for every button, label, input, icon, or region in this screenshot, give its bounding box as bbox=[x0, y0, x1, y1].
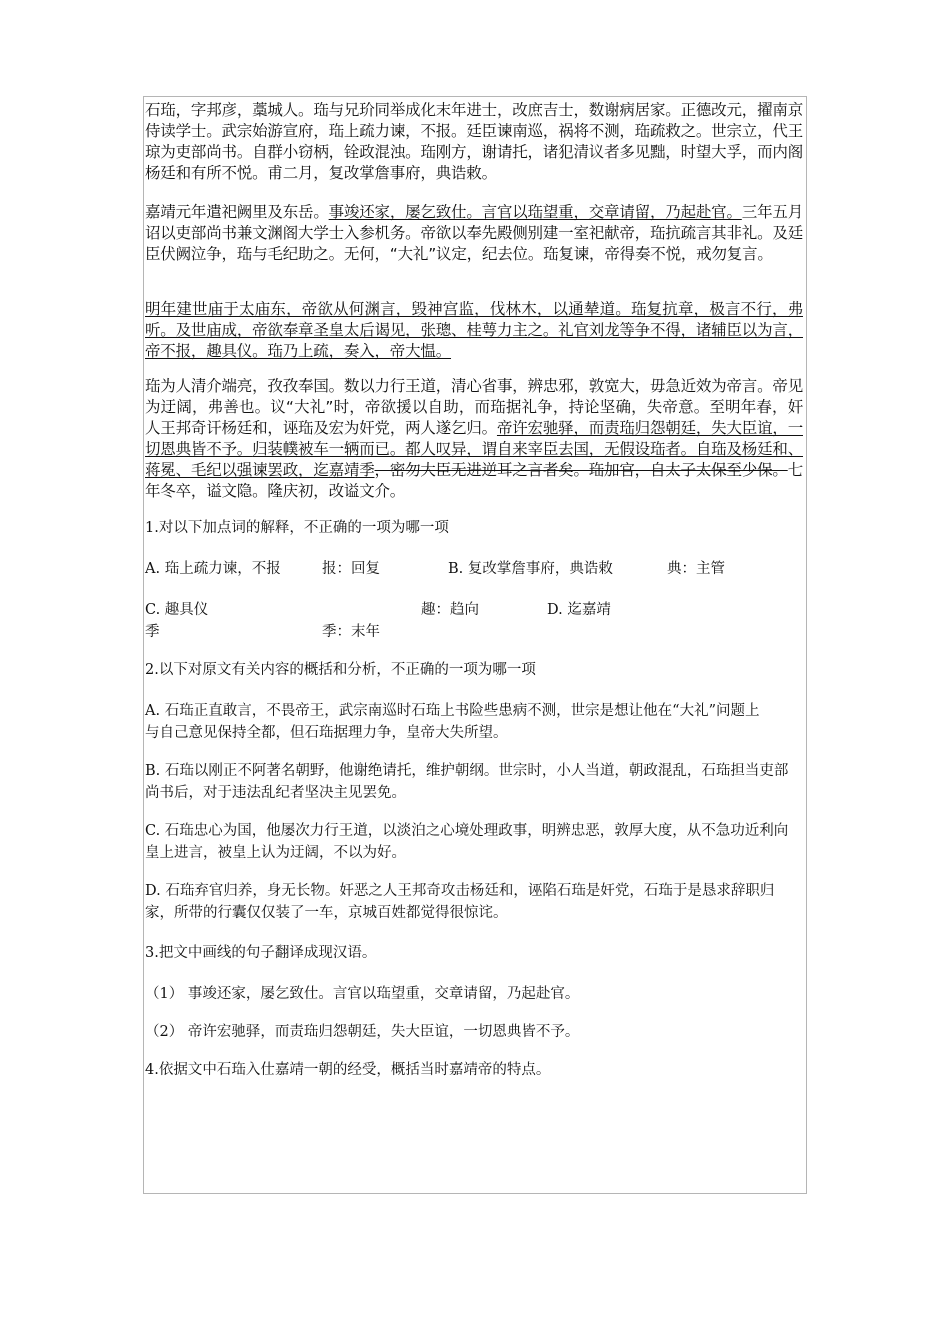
p3-text: 明年建世庙于太庙东，帝欲从何渊言，毁神宫监，伐林木，以通辇道。珤复抗章，极言不行，弗听。及世庙成，帝欲奉章圣皇太后谒见，张璁、桂萼力主之。礼官刘龙等争不得，诸辅臣以为言，帝不报，趣具仪。珤乃上疏，奏入，帝大愠。 bbox=[145, 300, 803, 360]
passage-paragraph-3 bbox=[145, 299, 803, 362]
p2-text-c: 三年五月诏以吏部尚书兼文渊阁大学士入参机务。帝欲以奉先殿侧别建一室祀献帝，珤抗疏言其非礼。及廷臣伏阙泣争，珤与毛纪助之。无何，“大礼”议定，纪去位。珤复谏，帝得奏不悦，戒勿复言。 bbox=[145, 203, 803, 263]
q2-option-d: D. 石珤弃官归养，身无长物。奸恶之人王邦奇攻击杨廷和，诬陷石珤是奸党，石珤于是恳求辞职归家，所带的行囊仅仅装了一车，京城百姓都觉得很惊诧。 bbox=[145, 883, 775, 921]
passage-paragraph-1 bbox=[145, 100, 803, 184]
p4-text-e: 七年冬卒，谥文隐。隆庆初，改谥文介。 bbox=[145, 461, 803, 500]
q1-option-a: A. 珤上疏力谏，不报 bbox=[145, 561, 281, 577]
p2-text-a: 嘉靖元年遣祀阙里及东岳。 bbox=[145, 203, 329, 221]
q2-option-a: A. 石珤正直敢言，不畏帝王，武宗南巡时石珤上书险些患病不测，世宗是想让他在“大礼”问题上与自己意见保持全都，但石珤据理力争，皇帝大失所望。 bbox=[145, 703, 760, 741]
q1-option-c: C. 趣具仪 bbox=[145, 602, 209, 618]
q3-stem: 3.把文中画线的句子翻译成现汉语。 bbox=[145, 945, 377, 961]
q1-stem: 1.对以下加点词的解释，不正确的一项为哪一项 bbox=[145, 520, 449, 536]
q3-sentence-2: （2） 帝许宏驰驿，而责珤归怨朝廷，失大臣谊，一切恩典皆不予。 bbox=[145, 1024, 580, 1040]
passage-paragraph-2 bbox=[145, 202, 803, 265]
q1-option-c-gloss: 趣：趋向 bbox=[421, 602, 479, 618]
q1-option-d-gloss: 季：末年 bbox=[322, 624, 380, 640]
p4-underlined-sentence: 帝许宏驰驿，而责珤归怨朝廷，失大臣谊，一切恩典皆不予。 bbox=[145, 419, 803, 458]
q1-option-b: B. 复改掌詹事府，典诰敕 bbox=[448, 561, 613, 577]
p4-struck-text: ，密勿大臣无进逆耳之言者矣。珤加官，自太子太保至少保。 bbox=[374, 461, 788, 479]
q2-option-b: B. 石珤以刚正不阿著名朝野，他谢绝请托，维护朝纲。世宗时，小人当道，朝政混乱，石珤担当吏部尚书后，对于违法乱纪者坚决主见罢免。 bbox=[145, 763, 789, 801]
p4-text-c: 归装幞被车一辆而已。都人叹异，谓自来宰臣去国，无假设珤者。自珤及杨廷和、蒋冕、毛纪以强谏罢政，迄嘉靖季 bbox=[145, 440, 803, 479]
passage-paragraph-4 bbox=[145, 376, 803, 502]
p1-text: 石珤，字邦彦，藁城人。珤与兄玠同举成化末年进士，改庶吉士，数谢病居家。正德改元，擢南京侍读学士。武宗始游宣府，珤上疏力谏，不报。廷臣谏南巡，祸将不测，珤疏救之。世宗立，代王琼为吏部尚书。自群小窃柄，铨政混浊。珤刚方，谢请托，诸犯清议者多见黜，时望大孚，而内阁杨廷和有所不悦。甫二月，复改掌詹事府，典诰敕。 bbox=[145, 101, 803, 182]
q1-option-d-cont: 季 bbox=[145, 624, 160, 640]
p2-underlined-sentence: 事竣还家，屡乞致仕。言官以珤望重，交章请留，乃起赴官。 bbox=[328, 203, 742, 221]
q2-option-c: C. 石珤忠心为国，他屡次力行王道，以淡泊之心境处理政事，明辨忠恶，敦厚大度，从不急功近利向皇上进言，被皇上认为迂阔，不以为好。 bbox=[145, 823, 789, 861]
q1-option-a-gloss: 报：回复 bbox=[322, 561, 380, 577]
q1-option-b-gloss: 典：主管 bbox=[667, 561, 725, 577]
q3-sentence-1: （1） 事竣还家，屡乞致仕。言官以珤望重，交章请留，乃起赴官。 bbox=[145, 986, 580, 1002]
p4-text-a: 珤为人清介端亮，孜孜奉国。数以力行王道，清心省事，辨忠邪，敦宽大，毋急近效为帝言。帝见为迂阔，弗善也。议“大礼”时，帝欲援以自助，而珤据礼争，持论坚确，失帝意。至明年春，奸人王邦奇讦杨廷和，诬珤及宏为奸党，两人遂乞归。 bbox=[145, 377, 803, 437]
q4-stem: 4.依据文中石珤入仕嘉靖一朝的经受，概括当时嘉靖帝的特点。 bbox=[145, 1062, 551, 1078]
q1-option-d: D. 迄嘉靖 bbox=[547, 602, 611, 618]
q2-stem: 2.以下对原文有关内容的概括和分析，不正确的一项为哪一项 bbox=[145, 662, 536, 678]
